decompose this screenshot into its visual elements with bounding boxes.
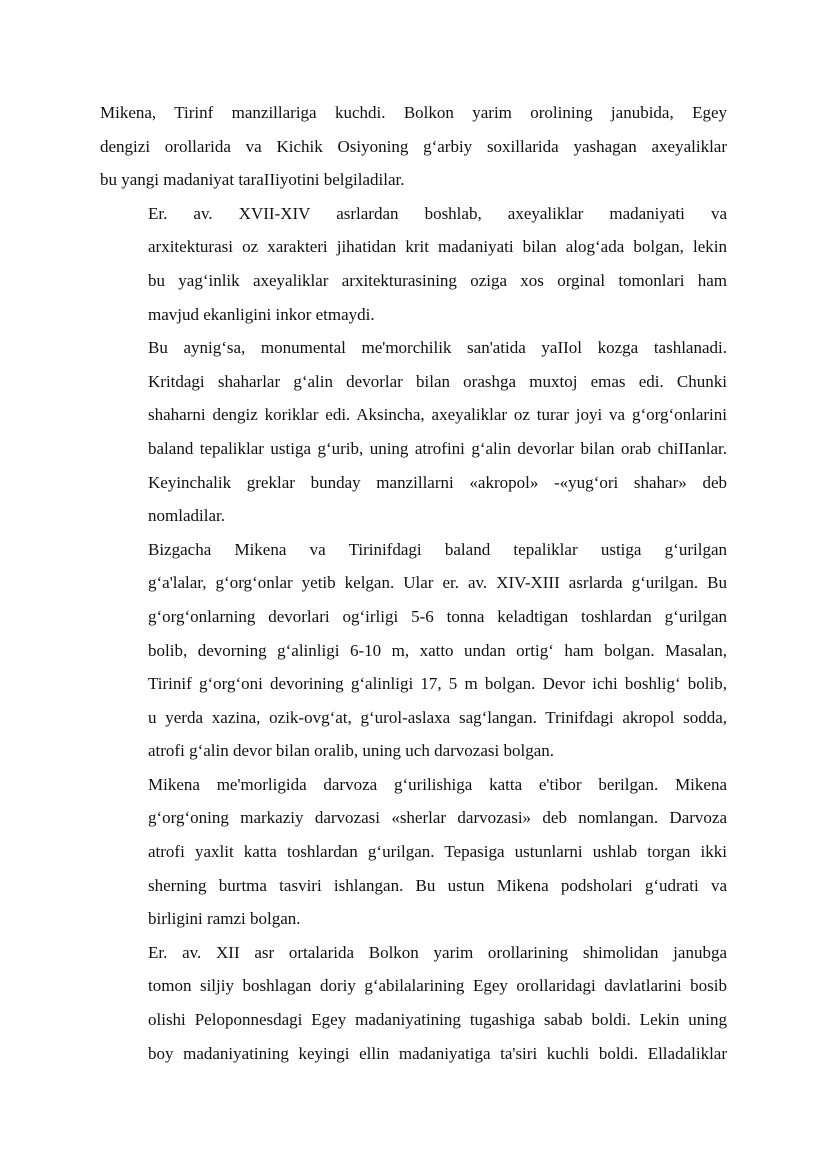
text-line: Er. av. XII asr ortalarida Bolkon yarim orollarining shimolidan janubga [148, 942, 727, 962]
text-line: g‘a'lalar, g‘org‘onlar yetib kelgan. Ular er. av. XIV-XIII asrlarda g‘urilgan. Bu [148, 573, 727, 593]
paragraph [100, 533, 727, 768]
text-line: sherning burtma tasviri ishlangan. Bu ustun Mikena podsholari g‘udrati va [148, 875, 727, 895]
text-line: baland tepaliklar ustiga g‘urib, uning atrofini g‘alin devorlar bilan orab chiIIanlar. [148, 438, 727, 458]
text-line: g‘org‘oning markaziy darvozasi «sherlar darvozasi» deb nomlangan. Darvoza [148, 808, 727, 828]
text-line: atrofi yaxlit katta toshlardan g‘urilgan. Tepasiga ustunlarni ushlab torgan ikki [148, 842, 727, 862]
text-line: Bu aynig‘sa, monumental me'morchilik san'atida yaIIol kozga tashlanadi. [148, 338, 727, 358]
text-line: mavjud ekanligini inkor etmaydi. [148, 304, 375, 324]
document-body [100, 96, 727, 1070]
text-line: Tirinif g‘org‘oni devorining g‘alinligi 17, 5 m bolgan. Devor ichi boshlig‘ bolib, [148, 674, 727, 694]
paragraph [100, 936, 727, 1070]
text-line: shaharni dengiz koriklar edi. Aksincha, axeyaliklar oz turar joyi va g‘org‘onlarini [148, 405, 727, 425]
text-line: u yerda xazina, ozik-ovg‘at, g‘urol-aslaxa sag‘langan. Trinifdagi akropol sodda, [148, 707, 727, 727]
text-line: bu yag‘inlik axeyaliklar arxitekturasining oziga xos orginal tomonlari ham [148, 270, 727, 290]
text-line: g‘org‘onlarning devorlari og‘irligi 5-6 tonna keladtigan toshlardan g‘urilgan [148, 606, 727, 626]
paragraph [100, 768, 727, 936]
text-line: nomladilar. [148, 506, 225, 526]
text-line: Er. av. XVII-XIV asrlardan boshlab, axeyaliklar madaniyati va [148, 203, 727, 223]
text-line: boy madaniyatining keyingi ellin madaniyatiga ta'siri kuchli boldi. Elladaliklar [148, 1043, 727, 1063]
text-line: bu yangi madaniyat taraIIiyotini belgiladilar. [100, 170, 405, 190]
paragraph [100, 197, 727, 331]
text-line: bolib, devorning g‘alinligi 6-10 m, xatto undan ortig‘ ham bolgan. Masalan, [148, 640, 727, 660]
paragraph [100, 331, 727, 533]
text-line: Mikena, Tirinf manzillariga kuchdi. Bolkon yarim orolining janubida, Egey [100, 103, 727, 122]
text-line: tomon siljiy boshlagan doriy g‘abilalarining Egey orollaridagi davlatlarini bosib [148, 976, 727, 996]
text-line: atrofi g‘alin devor bilan oralib, uning uch darvozasi bolgan. [148, 741, 554, 761]
text-line: Bizgacha Mikena va Tirinifdagi baland tepaliklar ustiga g‘urilgan [148, 539, 727, 559]
text-line: birligini ramzi bolgan. [148, 909, 301, 929]
paragraph [100, 96, 727, 197]
text-line: olishi Peloponnesdagi Egey madaniyatining tugashiga sabab boldi. Lekin uning [148, 1010, 727, 1030]
text-line: dengizi orollarida va Kichik Osiyoning g‘arbiy soxillarida yashagan axeyaliklar [100, 136, 727, 156]
text-line: Mikena me'morligida darvoza g‘urilishiga katta e'tibor berilgan. Mikena [148, 774, 727, 794]
text-line: arxitekturasi oz xarakteri jihatidan krit madaniyati bilan alog‘ada bolgan, lekin [148, 237, 727, 257]
text-line: Keyinchalik greklar bunday manzillarni «akropol» -«yug‘ori shahar» deb [148, 472, 727, 492]
text-line: Kritdagi shaharlar g‘alin devorlar bilan orashga muxtoj emas edi. Chunki [148, 371, 727, 391]
